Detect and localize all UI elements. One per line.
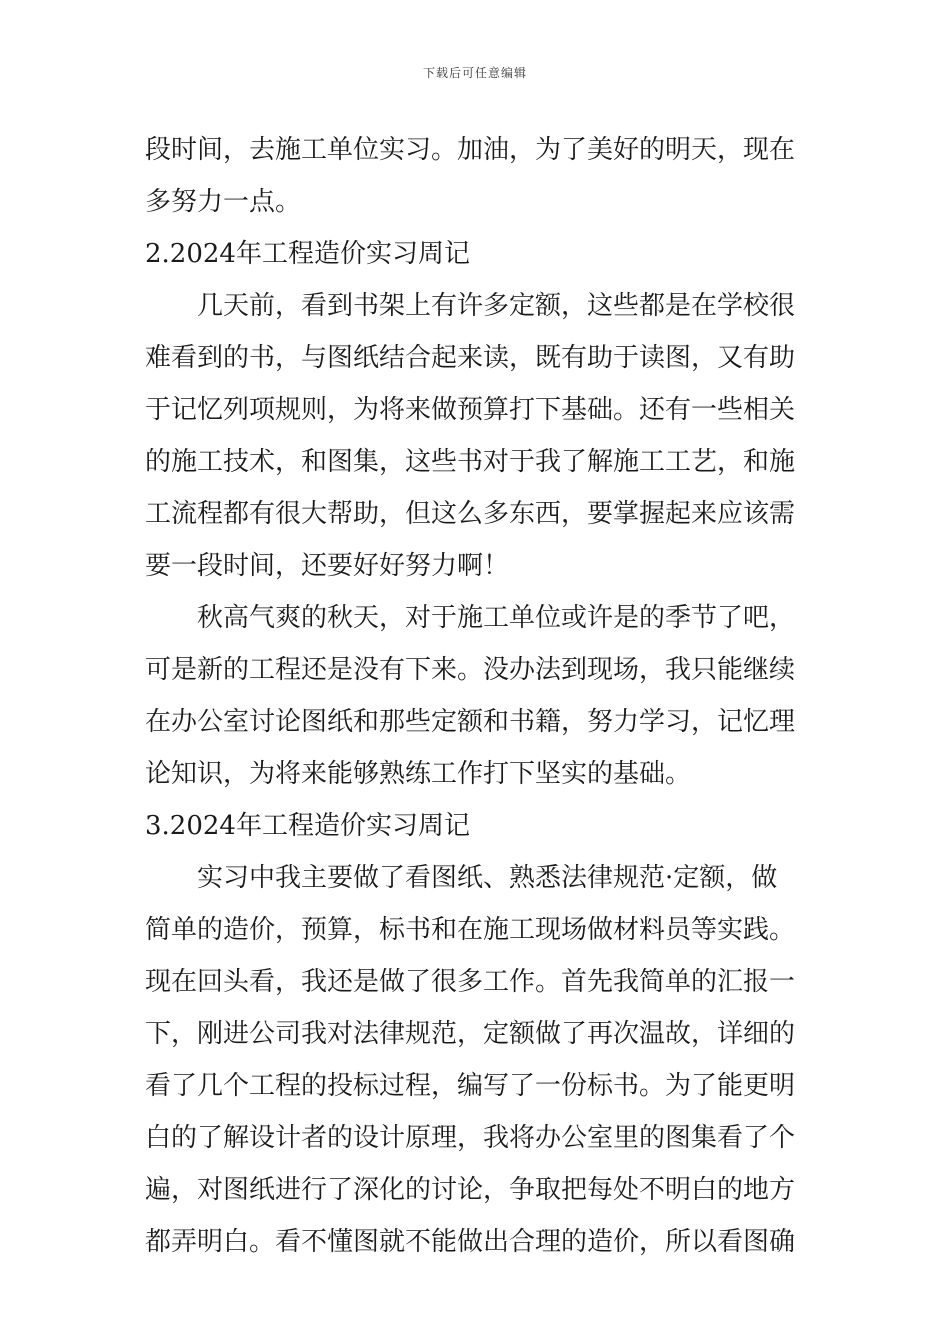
paragraph-start: 实习中我主要做了看图纸、熟悉法律规范·定额，做 [197, 863, 778, 893]
text-line: 看了几个工程的投标过程，编写了一份标书。为了能更明 [145, 1071, 796, 1101]
document-body [145, 124, 810, 1268]
text-line: 白的了解设计者的设计原理，我将办公室里的图集看了个 [145, 1123, 796, 1153]
text-line: 现在回头看，我还是做了很多工作。首先我简单的汇报一 [145, 967, 796, 997]
text-line: 的施工技术，和图集，这些书对于我了解施工工艺，和施 [145, 447, 796, 477]
text-line: 在办公室讨论图纸和那些定额和书籍，努力学习，记忆理 [145, 707, 796, 737]
page-header: 下载后可任意编辑 [422, 66, 527, 80]
text-line: 多努力一点。 [145, 187, 302, 217]
paragraph-start: 几天前，看到书架上有许多定额，这些都是在学校很 [197, 291, 796, 321]
section-heading: 3.2024年工程造价实习周记 [145, 811, 470, 841]
paragraph-start: 秋高气爽的秋天，对于施工单位或许是的季节了吧， [197, 603, 796, 633]
text-line: 可是新的工程还是没有下来。没办法到现场，我只能继续 [145, 655, 796, 685]
text-line: 段时间，去施工单位实习。加油，为了美好的明天，现在 [145, 135, 796, 165]
text-line: 难看到的书，与图纸结合起来读，既有助于读图，又有助 [145, 343, 796, 373]
text-line: 遍，对图纸进行了深化的讨论，争取把每处不明白的地方 [145, 1175, 796, 1205]
text-line: 都弄明白。看不懂图就不能做出合理的造价，所以看图确 [145, 1227, 796, 1257]
text-line: 简单的造价，预算，标书和在施工现场做材料员等实践。 [145, 915, 796, 945]
text-line: 下，刚进公司我对法律规范，定额做了再次温故，详细的 [145, 1019, 796, 1049]
text-line: 工流程都有很大帮助，但这么多东西，要掌握起来应该需 [145, 499, 796, 529]
section-heading: 2.2024年工程造价实习周记 [145, 239, 470, 269]
text-line: 要一段时间，还要好好努力啊！ [145, 551, 510, 581]
text-line: 于记忆列项规则，为将来做预算打下基础。还有一些相关 [145, 395, 796, 425]
text-line: 论知识，为将来能够熟练工作打下坚实的基础。 [145, 759, 692, 789]
